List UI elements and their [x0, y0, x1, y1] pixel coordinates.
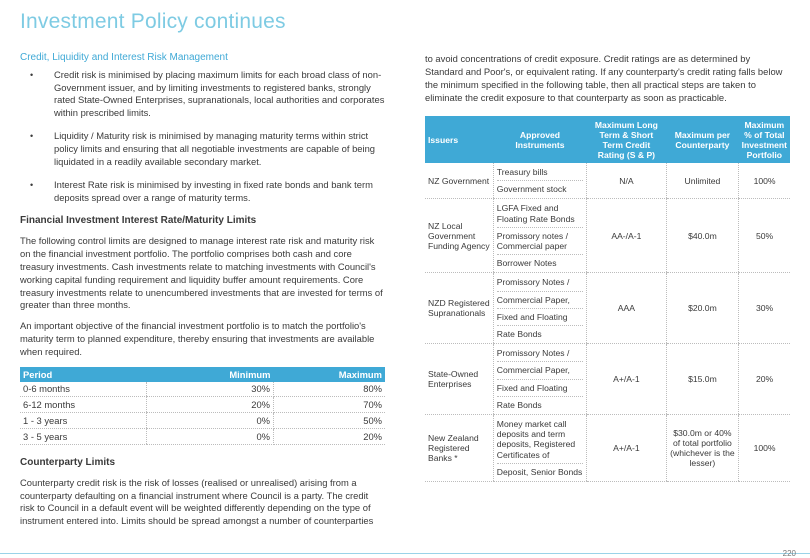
interest-rate-limits-paragraph: The following control limits are designed to manage interest rate risk and maturity risk on the financial investment portfolio. The portfolio comprises both cash and core treasury investments. Cash investments relate to matching investments with Council's working capital funding requirement and liquidity buffer amount requirements. Core treasury investments relate to unencumbered investments that are invested for terms of greater than three months. [20, 235, 383, 311]
page-number: 220 [782, 549, 796, 558]
left-column [20, 52, 385, 536]
counterparty-cell: $30.0m or 40% of total portfolio (whichever is the lesser) [666, 415, 738, 482]
approved-instruments-header: Approved Instruments [493, 116, 586, 163]
instrument-item: Fixed and Floating [497, 309, 583, 326]
portfolio-cell: 50% [739, 199, 790, 273]
minimum-cell: 0% [147, 428, 274, 444]
instrument-item: Deposit, Senior Bonds [496, 466, 583, 477]
table-row [20, 428, 385, 444]
table-row [425, 199, 790, 273]
portfolio-cell: 20% [739, 344, 790, 415]
table-row [425, 163, 790, 199]
rating-cell: A+/A-1 [587, 344, 667, 415]
minimum-cell: 30% [147, 382, 274, 397]
instrument-item: Commercial Paper, [497, 292, 583, 309]
issuers-header: Issuers [425, 116, 493, 163]
minimum-cell: 20% [147, 397, 274, 413]
table-row [425, 273, 790, 344]
issuer-cell: NZ Government [425, 163, 493, 199]
issuer-cell: State-Owned Enterprises [425, 344, 493, 415]
table-row [425, 344, 790, 415]
instrument-item: Promissory notes / Commercial paper [497, 228, 583, 255]
risk-management-subheading: Credit, Liquidity and Interest Risk Management [20, 52, 228, 63]
bullet-dot-icon: • [30, 180, 34, 191]
issuer-table-header-row [425, 116, 790, 163]
rating-cell: AAA [587, 273, 667, 344]
instrument-item: Commercial Paper, [497, 362, 583, 379]
counterparty-limits-table [425, 116, 790, 482]
instrument-item: Rate Bonds [496, 399, 542, 410]
footer-divider [0, 553, 810, 554]
bullet-dot-icon: • [30, 70, 34, 80]
portfolio-cell: 30% [739, 273, 790, 344]
portfolio-cell: 100% [739, 163, 790, 199]
issuer-cell: NZ Local Government Funding Agency [425, 199, 493, 273]
instrument-item: Rate Bonds [496, 329, 542, 340]
issuer-cell: NZD Registered Supranationals [425, 273, 493, 344]
minimum-cell: 0% [147, 413, 274, 429]
counterparty-cell: $40.0m [666, 199, 738, 273]
maximum-cell: 70% [274, 397, 386, 413]
rating-cell: AA-/A-1 [587, 199, 667, 273]
portfolio-cell: 100% [739, 415, 790, 482]
instruments-cell [493, 344, 586, 415]
instrument-item: Borrower Notes [496, 258, 557, 269]
issuer-cell: New Zealand Registered Banks * [425, 415, 493, 482]
period-header: Period [20, 367, 147, 382]
minimum-header: Minimum [147, 367, 274, 382]
instrument-item: Fixed and Floating [497, 380, 583, 397]
instruments-cell [493, 273, 586, 344]
counterparty-cell: Unlimited [666, 163, 738, 199]
bullet-credit-risk: • Credit risk is minimised by placing maximum limits for each broad class of non-Government issuer, and by limiting investments to registered banks, strongly rated State-Owned Enterprises, supranationals, local authorities and corporates within prescribed limits. [30, 69, 385, 118]
portfolio-objective-paragraph: An important objective of the financial investment portfolio is to match the portfolio's maturity term to planned expenditure, thereby ensuring that investments are available when required. [20, 320, 375, 357]
instrument-item: Promissory Notes / [497, 274, 583, 291]
counterparty-cell: $20.0m [666, 273, 738, 344]
maximum-cell: 20% [274, 428, 386, 444]
instrument-item: Promissory Notes / [497, 345, 583, 362]
instruments-cell [493, 163, 586, 199]
counterparty-risk-paragraph: Counterparty credit risk is the risk of losses (realised or unrealised) arising from a counterparty defaulting on a financial instrument where Council is a party. The credit risk to Council in a default event will be weighted differently depending on the type of instrument entered into. Limits should be spread amongst a number of counterparties [20, 476, 374, 527]
instruments-cell [493, 415, 586, 482]
bullet-liquidity-risk: • Liquidity / Maturity risk is minimised by managing maturity terms within strict policy limits and ensuring that all negotiable investments are capable of being liquidated in a readily available secondary market. [30, 130, 376, 167]
table-row [20, 413, 385, 429]
maximum-cell: 80% [274, 382, 386, 397]
maximum-cell: 50% [274, 413, 386, 429]
max-per-counterparty-header: Maximum per Counterparty [666, 116, 738, 163]
counterparty-cell: $15.0m [666, 344, 738, 415]
table-row [20, 382, 385, 397]
rating-cell: N/A [587, 163, 667, 199]
max-portfolio-header: Maximum % of Total Investment Portfolio [739, 116, 790, 163]
period-cell: 0-6 months [20, 382, 147, 397]
instruments-cell [493, 199, 586, 273]
period-cell: 1 - 3 years [20, 413, 147, 429]
period-limits-table [20, 367, 385, 445]
counterparty-limits-heading: Counterparty Limits [20, 456, 116, 468]
period-table-header-row [20, 367, 385, 382]
table-row [425, 415, 790, 482]
maximum-header: Maximum [274, 367, 386, 382]
instrument-item: LGFA Fixed and Floating Rate Bonds [497, 200, 583, 227]
interest-rate-limits-heading: Financial Investment Interest Rate/Maturity Limits [20, 215, 257, 227]
instrument-item: Treasury bills [497, 164, 583, 181]
period-cell: 6-12 months [20, 397, 147, 413]
instrument-item: Government stock [496, 184, 567, 195]
risk-bullet-list [20, 69, 385, 204]
bullet-dot-icon: • [30, 131, 34, 142]
period-cell: 3 - 5 years [20, 428, 147, 444]
instrument-item: Money market call deposits and term deposits, Registered Certificates of [497, 416, 583, 464]
credit-rating-intro-paragraph: to avoid concentrations of credit exposure. Credit ratings are as determined by Standard and Poor's, or equivalent rating. If any counterparty's credit rating falls below the minimum specified in the following table, then all practical steps are taken to eliminate the credit exposure to that counterparty as soon as practicable. [425, 53, 783, 103]
table-row [20, 397, 385, 413]
page-title: Investment Policy continues [20, 10, 286, 33]
credit-rating-header: Maximum Long Term & Short Term Credit Rating (S & P) [587, 116, 667, 163]
rating-cell: A+/A-1 [587, 415, 667, 482]
bullet-interest-rate-risk: • Interest Rate risk is minimised by investing in fixed rate bonds and bank term deposits spread over a range of maturity terms. [30, 179, 373, 203]
right-column [425, 52, 790, 482]
